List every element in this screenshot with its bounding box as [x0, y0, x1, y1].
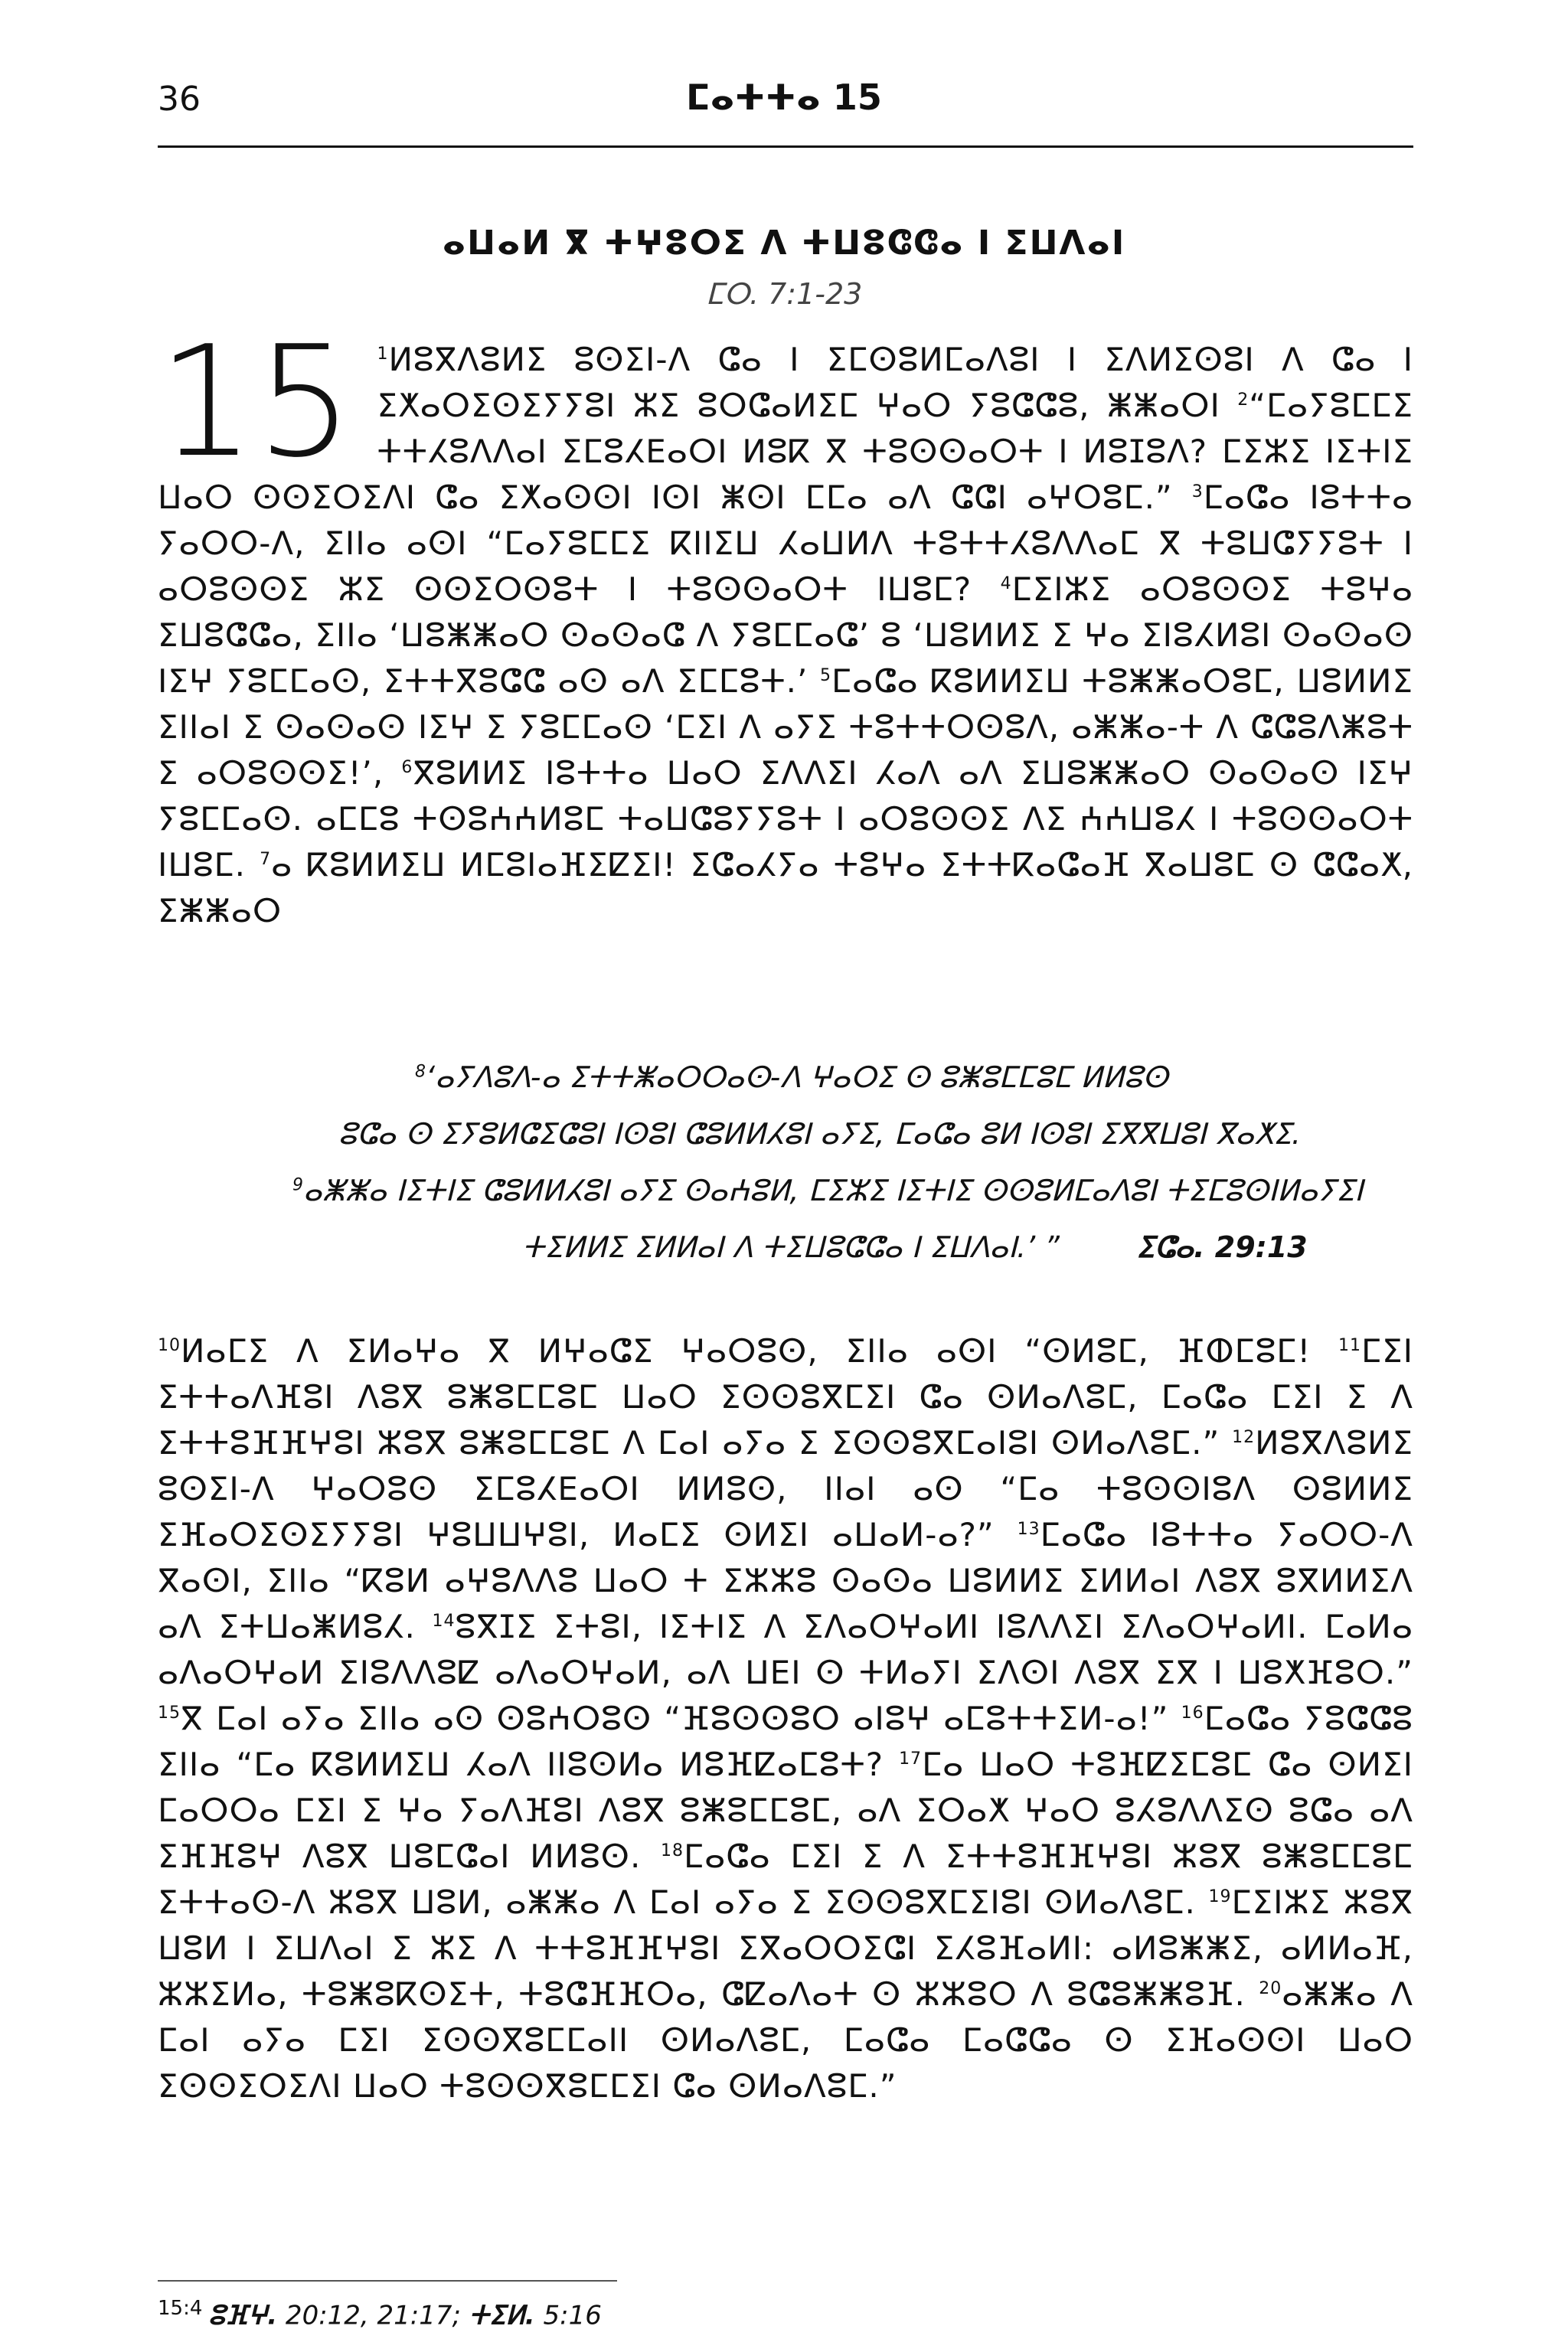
verse-number: 11 [1338, 1336, 1361, 1355]
verse [158, 846, 1413, 929]
verse-number: 20 [1259, 1979, 1282, 1998]
footnote-book: ⵜⵉⵍ. [469, 2300, 535, 2331]
verse-text: ⴳ ⵎⴰⵏ ⴰⵢⴰ ⵉⵏⵏⴰ ⴰⵙ ⵙⵓⵄⵔⵓⵙ “ⴼⵓⵙⵙⵓⵔ ⴰⵏⵓⵖ ⴰⵎⵓⵜⵜⵉⵍ-ⴰ!” [181, 1700, 1181, 1737]
verse-number: 8 [415, 1062, 426, 1082]
footnote [158, 2289, 602, 2334]
footnote-mark: 15:4 [158, 2297, 203, 2320]
verse-text: ⵎⵉⵏ ⵉⵜⵜⴰⴷⴼⵓⵏ ⴷⵓⴳ ⵓⵥⵓⵎⵎⵓⵎ ⵡⴰⵔ ⵉⵙⵙⵓⴳⵎⵉⵏ ⵛⴰ ⵙⵍⴰⴷⵓⵎ, ⵎⴰⵛⴰ ⵎⵉⵏ ⵉ ⴷ ⵉⵜⵜⵓⴼⴼⵖⵓⵏ ⵣⵓⴳ ⵓⵥⵓⵎⵎⵓⵎ ⴷ ⵎⴰⵏ ⴰⵢⴰ ⵉ ⵉⵙⵙⵓⴳⵎⴰⵏⵓⵏ ⵙⵍⴰⴷⵓⵎ.” [158, 1332, 1413, 1462]
verse-number: 18 [661, 1841, 684, 1860]
verse-text: ⵎⵉⵏⵣⵉ ⴰⵔⵓⵙⵙⵉ ⵜⵓⵖⴰ ⵉⵡⵓⵛⵛⴰ, ⵉⵏⵏⴰ ‘ⵡⵓⵥⵥⴰⵔ ⵙⴰⵙⴰⵛ ⴷ ⵢⵓⵎⵎⴰⵛ’ ⵓ ‘ⵡⵓⵍⵍⵉ ⵉ ⵖⴰ ⵉⵏⵓⵃⵍⵓⵏ ⵙⴰⵙⴰⵙ ⵏⵉⵖ ⵢⵓⵎⵎⴰⵙ, ⵉⵜⵜⴳⵓⵛⵛ ⴰⵙ ⴰⴷ ⵉⵎⵎⵓⵜ.’ [158, 570, 1413, 700]
verse-text: ⵍⵓⴳⴷⵓⵍⵉ ⵓⵙⵉⵏ-ⴷ ⵖⴰⵔⵓⵙ ⵉⵎⵓⵃⴹⴰⵔⵏ ⵍⵍⵓⵙ, ⵏⵏⴰⵏ ⴰⵙ “ⵎⴰ ⵜⵓⵙⵙⵏⵓⴷ ⵙⵓⵍⵍⵉ ⵉⴼⴰⵔⵉⵙⵉⵢⵢⵓⵏ ⵖⵓⵡⵡⵖⵓⵏ, ⵍⴰⵎⵉ ⵙⵍⵉⵏ ⴰⵡⴰⵍ-ⴰ?” [158, 1424, 1413, 1553]
verse-text: ⵎⴰ ⵡⴰⵔ ⵜⵓⴼⵇⵉⵎⵓⵎ ⵛⴰ ⵙⵍⵉⵏ ⵎⴰⵔⵔⴰ ⵎⵉⵏ ⵉ ⵖⴰ ⵢⴰⴷⴼⵓⵏ ⴷⵓⴳ ⵓⵥⵓⵎⵎⵓⵎ, ⴰⴷ ⵉⵔⴰⵅ ⵖⴰⵔ ⵓⵃⵓⴷⴷⵉⵙ ⵓⵛⴰ ⴰⴷ ⵉⴼⴼⵓⵖ ⴷⵓⴳ ⵡⵓⵎⵛⴰⵏ ⵍⵍⵓⵙ. [158, 1746, 1414, 1875]
section-reference: ⵎⵔ. 7:1-23 [705, 277, 863, 311]
poetry-line [158, 1162, 1413, 1219]
poetry-line [158, 1106, 1413, 1162]
verse-text: ⴰⵥⵥⴰ ⴷ ⵎⴰⵏ ⴰⵢⴰ ⵎⵉⵏ ⵉⵙⵙⴳⵓⵎⵎⴰⵏⵏ ⵙⵍⴰⴷⵓⵎ, ⵎⴰⵛⴰ ⵎⴰⵛⵛⴰ ⵙ ⵉⴼⴰⵙⵙⵏ ⵡⴰⵔ ⵉⵙⵙⵉⵔⵉⴷⵏ ⵡⴰⵔ ⵜⵓⵙⵙⴳⵓⵎⵎⵉⵏ ⵛⴰ ⵙⵍⴰⴷⵓⵎ.” [158, 1975, 1413, 2105]
verse-text: ⵎⴰⵛⴰ ⵏⵓⵜⵜⴰ ⵢⴰⵔⵔ-ⴷ ⴳⴰⵙⵏ, ⵉⵏⵏⴰ “ⴽⵓⵍ ⴰⵖⵓⴷⴷⵓ ⵡⴰⵔ ⵜ ⵉⵣⵣⵓ ⵙⴰⵙⴰ ⵡⵓⵍⵍⵉ ⵉⵍⵍⴰⵏ ⴷⵓⴳ ⵓⴳⵍⵍⵉⴷ ⴰⴷ ⵉⵜⵡⴰⵥⵍⵓⵃ. [158, 1516, 1413, 1645]
poetry-text: ‘ⴰⵢⴷⵓⴷ-ⴰ ⵉⵜⵜⵥⴰⵔⵔⴰⵙ-ⴷ ⵖⴰⵔⵉ ⵙ ⵓⵥⵓⵎⵎⵓⵎ ⵍⵍⵓⵙ [426, 1060, 1168, 1094]
verse-text: ⵎⴰⵛⴰ ⴽⵓⵍⵍⵉⵡ ⵜⵓⵥⵥⴰⵔⵓⵎ, ⵡⵓⵍⵍⵉ ⵉⵏⵏⴰⵏ ⵉ ⵙⴰⵙⴰⵙ ⵏⵉⵖ ⵉ ⵢⵓⵎⵎⴰⵙ ‘ⵎⵉⵏ ⴷ ⴰⵢⵉ ⵜⵓⵜⵜⵔⵙⵓⴷ, ⴰⵥⵥⴰ-ⵜ ⴷ ⵛⵛⵓⴷⵥⵓⵜ ⵉ ⴰⵔⵓⵙⵙⵉ!’, [158, 662, 1413, 792]
poetry-line [158, 1049, 1413, 1106]
footnote-book: ⵓⴼⵖ. [208, 2300, 278, 2331]
verse-number: 9 [292, 1175, 303, 1195]
poetry-reference: ⵉⵛⴰ. 29:13 [1135, 1230, 1308, 1264]
header-rule [158, 145, 1413, 148]
verse-text: ⵎⴰⵛⴰ ⵢⵓⵛⵛⵓ ⵉⵏⵏⴰ “ⵎⴰ ⴽⵓⵍⵍⵉⵡ ⵃⴰⴷ ⵏⵏⵓⵙⵍⴰ ⵍⵓⴼⵇⴰⵎⵓⵜ? [158, 1700, 1413, 1783]
verse-text: ⵍⴰⵎⵉ ⴷ ⵉⵍⴰⵖⴰ ⴳ ⵍⵖⴰⵛⵉ ⵖⴰⵔⵓⵙ, ⵉⵏⵏⴰ ⴰⵙⵏ “ⵙⵍⵓⵎ, ⴼⵀⵎⵓⵎ! [181, 1332, 1338, 1370]
page-number: 36 [158, 80, 201, 119]
verse [158, 1332, 1338, 1370]
poetry-text: ⴰⵥⵥⴰ ⵏⵉⵜⵏⵉ ⵛⵓⵍⵍⵃⵓⵏ ⴰⵢⵉ ⵙⴰⵄⵓⵍ, ⵎⵉⵣⵉ ⵏⵉⵜⵏⵉ ⵙⵙⵓⵍⵎⴰⴷⵓⵏ ⵜⵉⵎⵓⵙⵏⵍⴰⵢⵉⵏ [303, 1174, 1364, 1207]
chapter-number: 15 [158, 313, 354, 492]
footnote-text: 5:16 [534, 2300, 602, 2331]
verse-text: ⵓⴳⵊⵉ ⵉⵜⵓⵏ, ⵏⵉⵜⵏⵉ ⴷ ⵉⴷⴰⵔⵖⴰⵍⵏ ⵏⵓⴷⴷⵉⵏ ⵉⴷⴰⵔⵖⴰⵍⵏ. ⵎⴰⵍⴰ ⴰⴷⴰⵔⵖⴰⵍ ⵉⵏⵓⴷⴷⵓⵇ ⴰⴷⴰⵔⵖⴰⵍ, ⴰⴷ ⵡⴹⵏ ⵙ ⵜⵍⴰⵢⵏ ⵉⴷⵙⵏ ⴷⵓⴳ ⵉⴳ ⵏ ⵡⵓⵅⴼⵓⵔ.” [158, 1608, 1413, 1691]
verse-number: 1 [377, 345, 389, 364]
verse-text: ⵎⴰⵛⴰ ⵏⵓⵜⵜⴰ ⵢⴰⵔⵔ-ⴷ, ⵉⵏⵏⴰ ⴰⵙⵏ “ⵎⴰⵢⵓⵎⵎⵉ ⴽⵏⵏⵉⵡ ⵃⴰⵡⵍⴷ ⵜⵓⵜⵜⵃⵓⴷⴷⴰⵎ ⴳ ⵜⵓⵡⵛⵢⵢⵓⵜ ⵏ ⴰⵔⵓⵙⵙⵉ ⵣⵉ ⵙⵙⵉⵔⵙⵓⵜ ⵏ ⵜⵓⵙⵙⴰⵔⵜ ⵏⵡⵓⵎ? [158, 479, 1414, 608]
verse-number: 10 [158, 1336, 181, 1355]
verse-text: “ⵎⴰⵢⵓⵎⵎⵉ ⵜⵜⵃⵓⴷⴷⴰⵏ ⵉⵎⵓⵃⴹⴰⵔⵏ ⵍⵓⴽ ⴳ ⵜⵓⵙⵙⴰⵔⵜ ⵏ ⵍⵓⵊⵓⴷ? ⵎⵉⵣⵉ ⵏⵉⵜⵏⵉ ⵡⴰⵔ ⵙⵙⵉⵔⵉⴷⵏ ⵛⴰ ⵉⵅⴰⵙⵙⵏ ⵏⵙⵏ ⵥⵙⵏ ⵎⵎⴰ ⴰⴷ ⵛⵛⵏ ⴰⵖⵔⵓⵎ.” [158, 387, 1413, 516]
verse-number: 16 [1181, 1704, 1204, 1723]
verse-number: 13 [1017, 1520, 1040, 1539]
verse-text: ⵎⵉⵏⵣⵉ ⵣⵓⴳ ⵡⵓⵍ ⵏ ⵉⵡⴷⴰⵏ ⵉ ⵣⵉ ⴷ ⵜⵜⵓⴼⴼⵖⵓⵏ ⵉⴳⴰⵔⵔⵉⵛⵏ ⵉⵃⵓⴼⴰⵍⵏ: ⴰⵍⵓⵥⵥⵉ, ⴰⵍⵍⴰⴼ, ⵣⵣⵉⵍⴰ, ⵜⵓⵥⵓⴽⵙⵉⵜ, ⵜⵓⵛⴼⴼⵔⴰ, ⵛⵇⴰⴷⴰⵜ ⵙ ⵣⵣⵓⵔ ⴷ ⵓⵛⵓⵥⵥⵓⴼ. [158, 1883, 1413, 2013]
poetry-text: ⵜⵉⵍⵍⵉ ⵉⵍⵍⴰⵏ ⴷ ⵜⵉⵡⵓⵛⵛⴰ ⵏ ⵉⵡⴷⴰⵏ.’ ” [522, 1230, 1060, 1264]
verse-number: 12 [1232, 1428, 1256, 1447]
poetry-block [158, 1049, 1413, 1276]
verse-number: 4 [1000, 574, 1012, 593]
section-title: ⴰⵡⴰⵍ ⴳ ⵜⵖⵓⵔⵉ ⴷ ⵜⵡⵓⵛⵛⴰ ⵏ ⵉⵡⴷⴰⵏ [442, 224, 1126, 263]
verse-text: ⵍⵓⴳⴷⵓⵍⵉ ⵓⵙⵉⵏ-ⴷ ⵛⴰ ⵏ ⵉⵎⵙⵓⵍⵎⴰⴷⵓⵏ ⵏ ⵉⴷⵍⵉⵙⵓⵏ ⴷ ⵛⴰ ⵏ ⵉⵅⴰⵔⵉⵙⵉⵢⵢⵓⵏ ⵣⵉ ⵓⵔⵛⴰⵍⵉⵎ ⵖⴰⵔ ⵢⵓⵛⵛⵓ, ⵥⵥⴰⵔⵏ [377, 341, 1413, 424]
running-head: ⵎⴰⵜⵜⴰ 15 [686, 77, 882, 118]
verse-number: 2 [1237, 390, 1250, 410]
paragraph-block-2 [158, 1328, 1413, 2109]
verse-text: ⴳⵓⵍⵍⵉ ⵏⵓⵜⵜⴰ ⵡⴰⵔ ⵉⴷⴷⵉⵏ ⵃⴰⴷ ⴰⴷ ⵉⵡⵓⵥⵥⴰⵔ ⵙⴰⵙⴰⵙ ⵏⵉⵖ ⵢⵓⵎⵎⴰⵙ. ⴰⵎⵎⵓ ⵜⵙⵓⵄⵄⵍⵓⵎ ⵜⴰⵡⵛⵓⵢⵢⵓⵜ ⵏ ⴰⵔⵓⵙⵙⵉ ⴷⵉ ⵄⵄⵡⵓⵃ ⵏ ⵜⵓⵙⵙⴰⵔⵜ ⵏⵡⵓⵎ. [158, 754, 1413, 884]
verse-text: ⴰ ⴽⵓⵍⵍⵉⵡ ⵍⵎⵓⵏⴰⴼⵉⵇⵉⵏ! ⵉⵛⴰⵃⵢⴰ ⵜⵓⵖⴰ ⵉⵜⵜⴽⴰⵛⴰⴼ ⴳⴰⵡⵓⵎ ⵙ ⵛⵛⴰⵅ, ⵉⵥⵥⴰⵔ [158, 846, 1413, 929]
verse-number: 14 [432, 1612, 456, 1631]
verse-number: 6 [401, 758, 413, 777]
verse [158, 1700, 1181, 1737]
verse-number: 3 [1191, 482, 1204, 501]
verse-number: 17 [899, 1749, 923, 1769]
verse-number: 15 [158, 1704, 181, 1723]
poetry-line [158, 1219, 1413, 1276]
verse-number: 5 [819, 666, 831, 685]
poetry-text: ⵓⵛⴰ ⵙ ⵉⵢⵓⵍⵛⵉⵛⵓⵏ ⵏⵙⵓⵏ ⵛⵓⵍⵍⵃⵓⵏ ⴰⵢⵉ, ⵎⴰⵛⴰ ⵓⵍ ⵏⵙⵓⵏ ⵉⴳⴳⵡⵓⵏ ⴳⴰⵅⵉ. [338, 1117, 1301, 1151]
footnote-text: 20:12, 21:17; [277, 2300, 469, 2331]
verse-text: ⵎⴰⵛⴰ ⵎⵉⵏ ⵉ ⴷ ⵉⵜⵜⵓⴼⴼⵖⵓⵏ ⵣⵓⴳ ⵓⵥⵓⵎⵎⵓⵎ ⵉⵜⵜⴰⵙ-ⴷ ⵣⵓⴳ ⵡⵓⵍ, ⴰⵥⵥⴰ ⴷ ⵎⴰⵏ ⴰⵢⴰ ⵉ ⵉⵙⵙⵓⴳⵎⵉⵏⵓⵏ ⵙⵍⴰⴷⵓⵎ. [158, 1838, 1414, 1921]
verse-number: 19 [1208, 1887, 1232, 1906]
verse-number: 7 [260, 850, 272, 869]
paragraph-block-1 [158, 313, 1414, 934]
footnote-rule [158, 2280, 617, 2282]
